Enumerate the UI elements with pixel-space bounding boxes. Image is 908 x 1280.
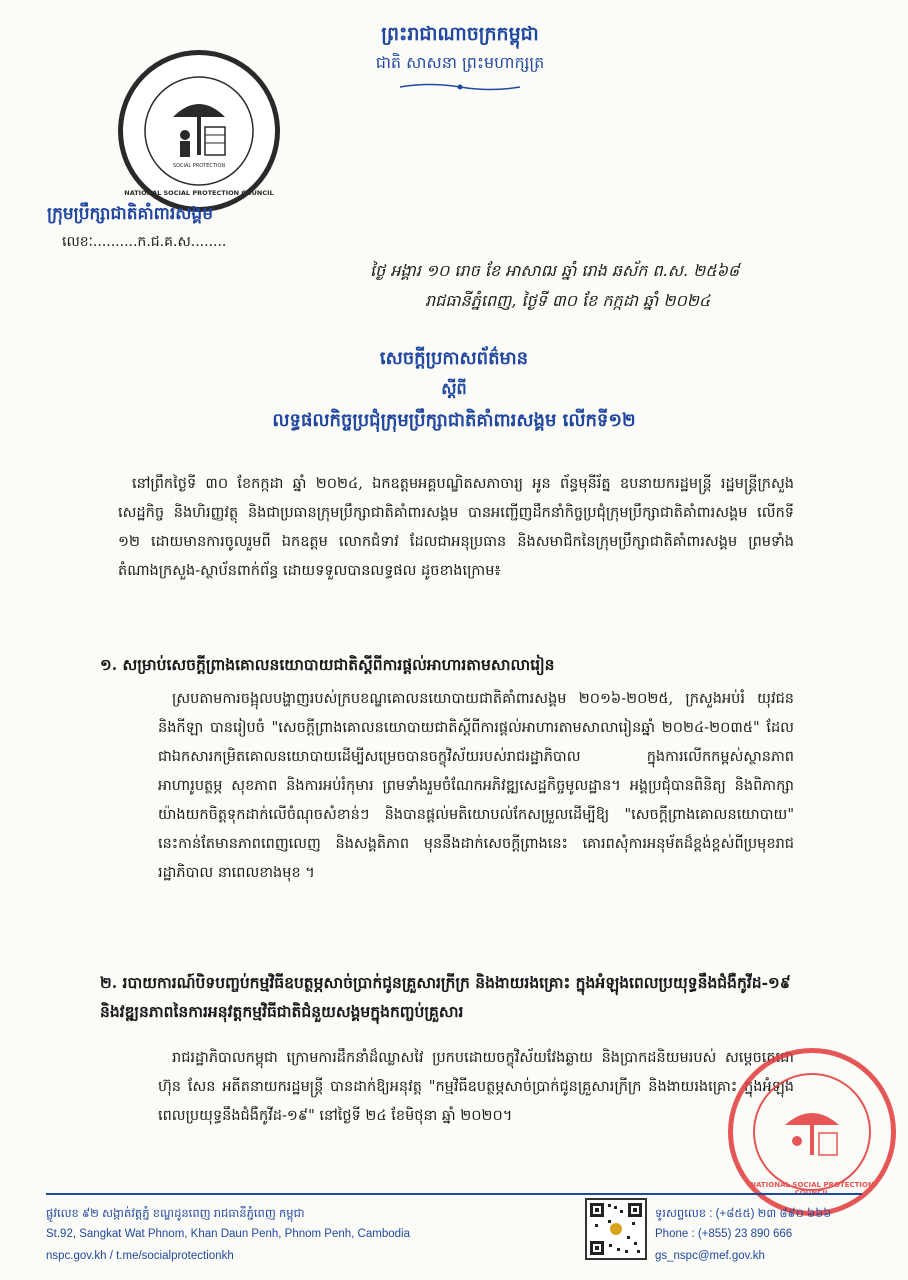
announcement-subject: លទ្ធផលកិច្ចប្រជុំក្រុមប្រឹក្សាជាតិគាំពារសង្គម លើកទី១២ (272, 410, 636, 431)
announcement-title: សេចក្តីប្រកាសព័ត៌មាន (379, 348, 529, 369)
footer-web-link[interactable]: nspc.gov.kh / t.me/socialprotectionkh (46, 1250, 234, 1262)
ornament-divider-icon (398, 82, 522, 92)
svg-text:SOCIAL PROTECTION: SOCIAL PROTECTION (172, 163, 226, 169)
footer-phone-khmer: ទូរសព្ទលេខ : (+៨៥៥) ២៣ ៨៩០ ៦៦៦ (655, 1208, 832, 1220)
section-1-body: ស្របតាមការចង្អុលបង្ហាញរបស់ក្របខណ្ឌគោលនយោបាយជាតិគាំពារសង្គម ២០១៦-២០២៥, ក្រសួងអប់រំ យុវជន និងកីឡា បានរៀបចំ "សេចក្តីព្រាងគោលនយោបាយជាតិស្តីពីការផ្តល់អាហារតាមសាលារៀនឆ្នាំ ២០២៤-២០៣៥" ដែលជាឯកសារកម្រិតគោលនយោបាយដើម្បីសម្រេចបានចក្ខុវិស័យរបស់រាជរដ្ឋាភិបាល ក្នុងការលើកកម្ពស់ស្ថានភាពអាហារូបត្ថម្ភ សុខភាព និងការអប់រំកុមារ ព្រមទាំងរួមចំណែកអភិវឌ្ឍសេដ្ឋកិច្ចមូលដ្ឋាន។ អង្គប្រជុំបានពិនិត្យ និងពិភាក្សាយ៉ាងយកចិត្តទុកដាក់លើចំណុចសំខាន់ៗ និងបានផ្តល់មតិយោបល់កែសម្រួលដើម្បីឱ្យ "សេចក្តីព្រាងគោលនយោបាយ" នេះកាន់តែមានភាពពេញលេញ និងសង្គតិភាព មុននឹងដាក់សេចក្តីព្រាងនេះ គោរពសុំការអនុម័តដ៏ខ្ពង់ខ្ពស់ពីប្រមុខរាជរដ្ឋាភិបាល នាពេលខាងមុខ ។ (158, 691, 794, 881)
section-2-body: រាជរដ្ឋាភិបាលកម្ពុជា ក្រោមការដឹកនាំដ៏ឈ្លាសវៃ ប្រកបដោយចក្ខុវិស័យវែងឆ្ងាយ និងប្រាកដនិយមរបស់ សម្តេចតេជោ ហ៊ុន សែន អតីតនាយករដ្ឋមន្ត្រី បានដាក់ឱ្យអនុវត្ត "កម្មវិធីឧបត្ថម្ភសាច់ប្រាក់ជូនគ្រួសារក្រីក្រ និងងាយរងគ្រោះ ក្នុងអំឡុងពេលប្រយុទ្ធនឹងជំងឺកូវីដ-១៩" នៅថ្ងៃទី ២៤ ខែមិថុនា ឆ្នាំ ២០២០។ (158, 1050, 794, 1124)
national-motto: ជាតិ សាសនា ព្រះមហាក្សត្រ (375, 53, 545, 72)
announcement-subject-label: ស្តីពី (441, 379, 467, 398)
footer-address-khmer: ផ្លូវលេខ ៩២ សង្កាត់វត្តភ្នំ ខណ្ឌដូនពេញ រាជធានីភ្នំពេញ កម្ពុជា (46, 1208, 305, 1220)
section-1-heading: ១. សម្រាប់សេចក្តីព្រាងគោលនយោបាយជាតិស្តីពីការផ្តល់អាហារតាមសាលារៀន (100, 655, 555, 674)
footer-email-link[interactable]: gs_nspc@mef.gov.kh (655, 1250, 765, 1262)
footer-address-english: St.92, Sangkat Wat Phnom, Khan Daun Penh, Phnom Penh, Cambodia (46, 1228, 410, 1240)
organization-name: ក្រុមប្រឹក្សាជាតិគាំពារសង្គម (47, 204, 214, 224)
logo-emblem-icon (123, 55, 275, 207)
logo-ring-text: NATIONAL SOCIAL PROTECTION COUNCIL (124, 189, 274, 197)
lunar-date: ថ្ងៃ អង្គារ ១០ រោច ខែ អាសាឍ ឆ្នាំ រោង ឆស័ក ព.ស. ២៥៦៨ (370, 261, 740, 280)
seal-ring-text: NATIONAL SOCIAL PROTECTION (750, 1181, 874, 1189)
solar-date: រាជធានីភ្នំពេញ, ថ្ងៃទី ៣០ ខែ កក្កដា ឆ្នាំ ២០២៤ (425, 291, 711, 310)
section-2-heading: ២. របាយការណ៍បិទបញ្ចប់កម្មវិធីឧបត្ថម្ភសាច់ប្រាក់ជូនគ្រួសារក្រីក្រ និងងាយរងគ្រោះ ក្នុងអំឡុងពេលប្រយុទ្ធនឹងជំងឺកូវីដ-១៩ និងវឌ្ឍនភាពនៃការអនុវត្តកម្មវិធីជាតិជំនួយសង្គមក្នុងកញ្ចប់គ្រួសារ (100, 973, 791, 1021)
qr-code-icon[interactable] (585, 1198, 647, 1260)
footer-divider (46, 1193, 862, 1195)
council-logo (118, 50, 280, 212)
kingdom-heading: ព្រះរាជាណាចក្រកម្ពុជា (381, 23, 539, 45)
footer-phone-english: Phone : (+855) 23 890 666 (655, 1228, 793, 1240)
official-seal (728, 1048, 896, 1216)
reference-number: លេខៈ..........ក.ជ.គ.ស........ (62, 234, 227, 250)
intro-paragraph: នៅព្រឹកថ្ងៃទី ៣០ ខែកក្កដា ឆ្នាំ ២០២៤, ឯកឧត្តមអគ្គបណ្ឌិតសភាចារ្យ អូន ព័ន្ធមុនីរ័ត្ន ឧបនាយករដ្ឋមន្ត្រី រដ្ឋមន្ត្រីក្រសួងសេដ្ឋកិច្ច និងហិរញ្ញវត្ថុ និងជាប្រធានក្រុមប្រឹក្សាជាតិគាំពារសង្គម បានអញ្ជើញដឹកនាំកិច្ចប្រជុំក្រុមប្រឹក្សាជាតិគាំពារសង្គម លើកទី ១២ ដោយមានការចូលរួមពី ឯកឧត្តម លោកជំទាវ ដែលជាអនុប្រធាន និងសមាជិកនៃក្រុមប្រឹក្សាជាតិគាំពារសង្គម ព្រមទាំង តំណាងក្រសួង-ស្ថាប័នពាក់ព័ន្ធ ដោយទទួលបានលទ្ធផល ដូចខាងក្រោម៖ (118, 476, 794, 579)
